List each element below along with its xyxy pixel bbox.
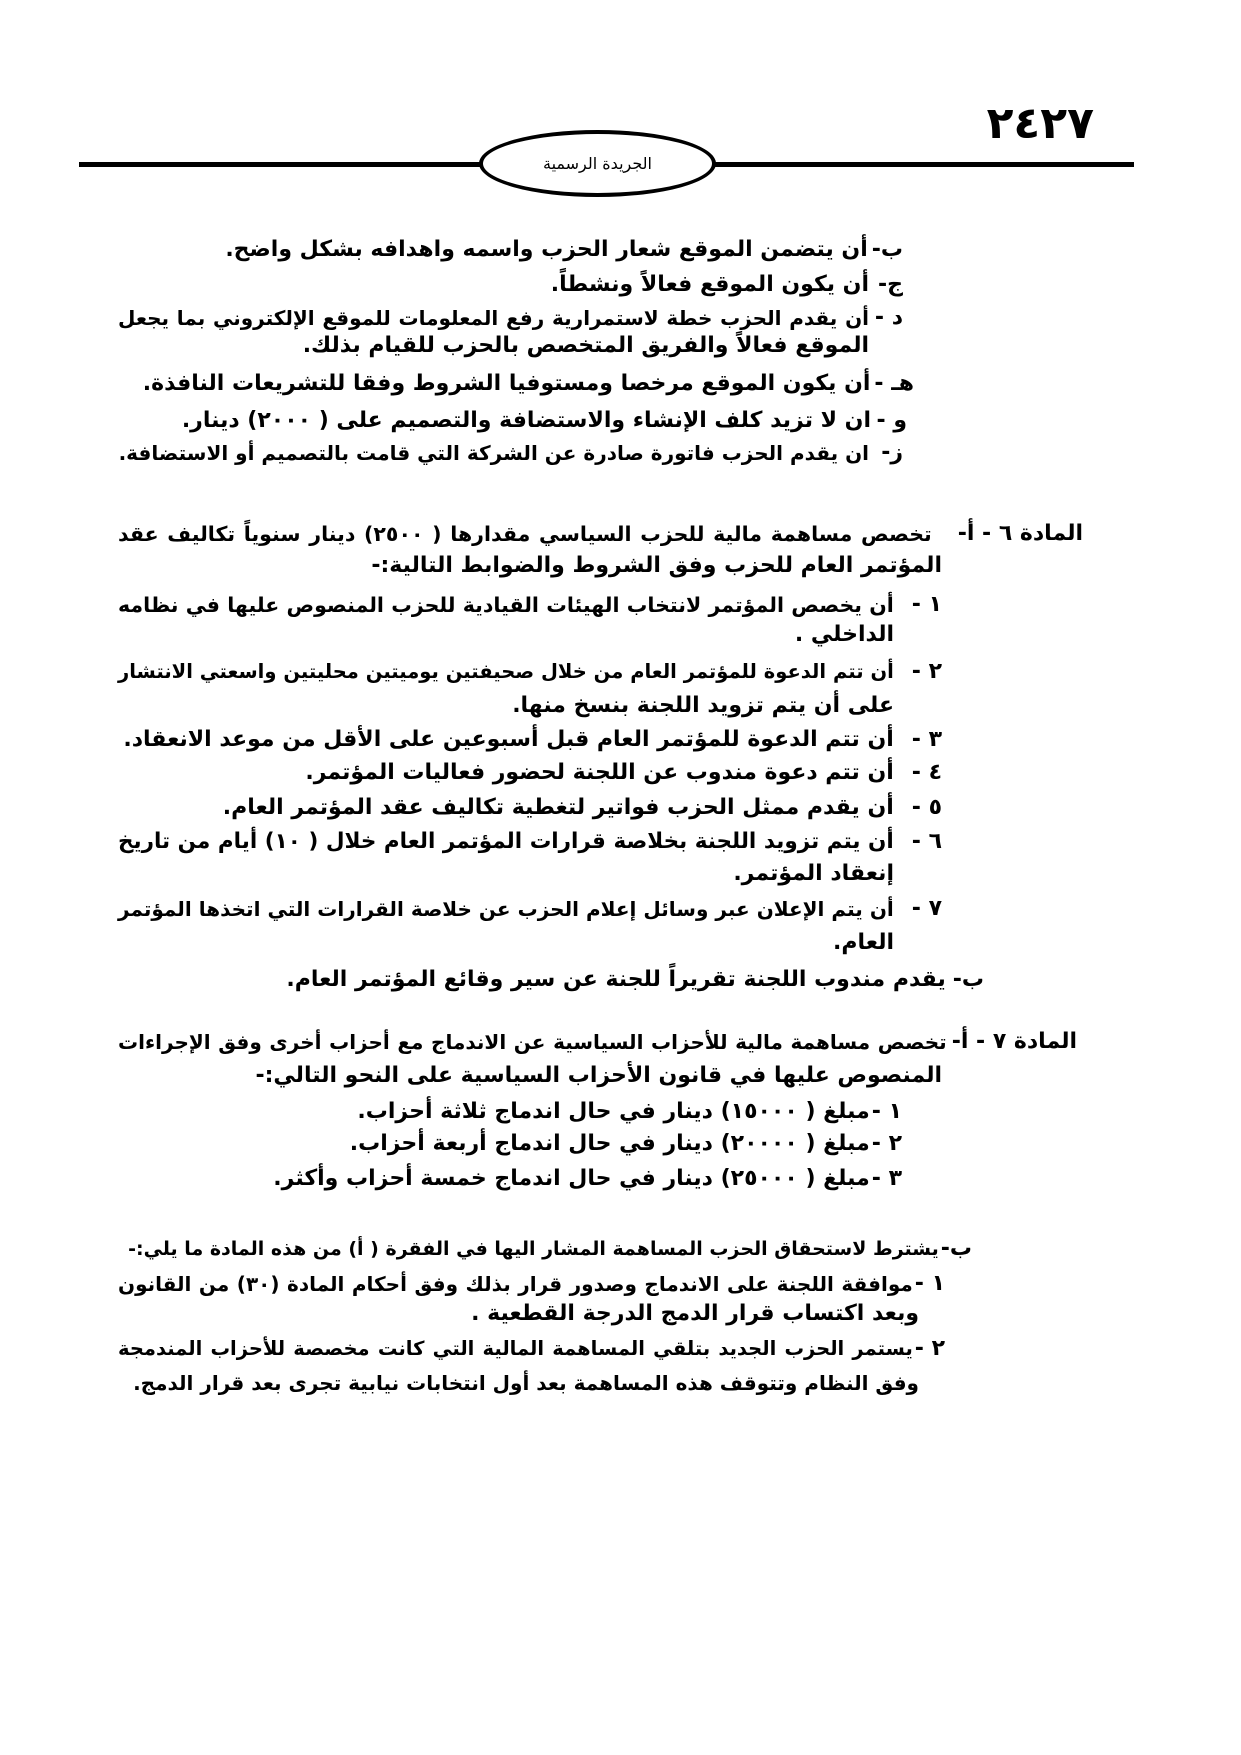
header-oval xyxy=(479,130,716,197)
item-row xyxy=(118,369,914,399)
item-row xyxy=(118,235,903,265)
article-6-item-row xyxy=(118,725,942,755)
article-6-item-continuation: الداخلي . xyxy=(794,622,894,647)
article-6-clause-b-text: يقدم مندوب اللجنة تقريراً للجنة عن سير وقائع المؤتمر العام. xyxy=(286,967,946,992)
article-6-item-row xyxy=(118,590,942,620)
item-text: أن يكون الموقع فعالاً ونشطاً. xyxy=(550,272,869,297)
article-6-item-label: ٤ - xyxy=(911,760,942,785)
item-label: ج- xyxy=(878,272,903,297)
article-6-heading-row xyxy=(118,519,1083,549)
item-text: أن يتضمن الموقع شعار الحزب واسمه واهدافه بشكل واضح. xyxy=(225,237,868,262)
article-6-heading: المادة ٦ - أ- xyxy=(957,521,1083,546)
article-6-item-continuation: إنعقاد المؤتمر. xyxy=(733,861,894,886)
article-6-item-continuation: العام. xyxy=(833,930,894,955)
article-7-item-row xyxy=(118,1129,902,1159)
article-7-clause-b-label: ب- xyxy=(940,1236,972,1261)
article-7-heading-row xyxy=(118,1027,1077,1057)
gazette-name: الجريدة الرسمية xyxy=(542,154,652,173)
item-text: ان يقدم الحزب فاتورة صادرة عن الشركة التي قامت بالتصميم أو الاستضافة. xyxy=(118,441,869,465)
article-6-item-label: ٦ - xyxy=(911,829,942,854)
article-6-item-label: ١ - xyxy=(911,592,942,617)
article-6-item-row xyxy=(118,827,942,857)
article-6-item-text: أن تتم دعوة مندوب عن اللجنة لحضور فعاليات المؤتمر. xyxy=(305,760,894,785)
article-7-clause-b-item-text: يستمر الحزب الجديد بتلقي المساهمة المالية التي كانت مخصصة للأحزاب المندمجة xyxy=(118,1337,913,1360)
item-row xyxy=(118,303,903,333)
article-7-clause-b-item-continuation: وفق النظام وتتوقف هذه المساهمة بعد أول انتخابات نيابية تجرى بعد قرار الدمج. xyxy=(133,1371,919,1395)
article-7-item-row xyxy=(118,1164,902,1194)
article-6-item-label: ٣ - xyxy=(911,727,942,752)
article-7-item-text: مبلغ ( ٢٥٠٠٠) دينار في حال اندماج خمسة أحزاب وأكثر. xyxy=(273,1166,870,1191)
article-7-item-row xyxy=(118,1097,902,1127)
article-6-item-text: أن تتم الدعوة للمؤتمر العام قبل أسبوعين على الأقل من موعد الانعقاد. xyxy=(123,727,894,752)
item-text: أن يكون الموقع مرخصا ومستوفيا الشروط وفقا للتشريعات النافذة. xyxy=(142,371,871,396)
article-7-clause-b-item-row xyxy=(118,1269,945,1299)
article-7-heading: المادة ٧ - أ- xyxy=(951,1029,1077,1054)
article-6-item-continuation: على أن يتم تزويد اللجنة بنسخ منها. xyxy=(512,693,894,718)
article-6-item-text: أن يتم تزويد اللجنة بخلاصة قرارات المؤتمر العام خلال ( ١٠) أيام من تاريخ xyxy=(118,829,894,854)
article-6-item-label: ٥ - xyxy=(911,795,942,820)
article-7-clause-b-text: يشترط لاستحقاق الحزب المساهمة المشار اليها في الفقرة ( أ) من هذه المادة ما يلي:- xyxy=(128,1238,939,1260)
article-7-item-label: ١ - xyxy=(871,1099,902,1124)
item-label: هـ - xyxy=(874,371,914,396)
article-7-intro-line: المنصوص عليها في قانون الأحزاب السياسية على النحو التالي:- xyxy=(255,1063,942,1088)
item-label: ب- xyxy=(871,237,903,262)
article-6-item-text: أن يخصص المؤتمر لانتخاب الهيئات القيادية للحزب المنصوص عليها في نظامه xyxy=(118,593,894,617)
article-6-item-row xyxy=(118,657,942,687)
item-row xyxy=(118,270,903,300)
item-text: ان لا تزيد كلف الإنشاء والاستضافة والتصميم على ( ٢٠٠٠) دينار. xyxy=(181,408,871,433)
article-7-clause-b-item-continuation: وبعد اكتساب قرار الدمج الدرجة القطعية . xyxy=(471,1301,919,1326)
article-7-intro-line: تخصص مساهمة مالية للأحزاب السياسية عن الاندماج مع أحزاب أخرى وفق الإجراءات xyxy=(118,1030,947,1054)
item-row xyxy=(118,438,903,468)
article-7-clause-b-item-label: ٢ - xyxy=(914,1336,945,1361)
page-number: ٢٤٢٧ xyxy=(986,98,1094,149)
article-6-item-text: أن يقدم ممثل الحزب فواتير لتغطية تكاليف عقد المؤتمر العام. xyxy=(222,795,894,820)
item-text-continuation: الموقع فعالاً والفريق المتخصص بالحزب للقيام بذلك. xyxy=(302,333,869,358)
article-6-intro-line: المؤتمر العام للحزب وفق الشروط والضوابط التالية:- xyxy=(371,553,942,578)
article-6-item-text: أن يتم الإعلان عبر وسائل إعلام الحزب عن خلاصة القرارات التي اتخذها المؤتمر xyxy=(118,897,894,921)
article-7-item-text: مبلغ ( ٢٠٠٠٠) دينار في حال اندماج أربعة أحزاب. xyxy=(349,1131,870,1156)
article-6-item-label: ٧ - xyxy=(911,896,942,921)
article-6-item-row xyxy=(118,793,942,823)
article-7-clause-b-item-row xyxy=(118,1334,945,1364)
article-7-clause-b-item-text: موافقة اللجنة على الاندماج وصدور قرار بذلك وفق أحكام المادة (٣٠) من القانون xyxy=(118,1272,913,1296)
article-6-clause-b-row xyxy=(118,965,984,995)
article-7-item-label: ٢ - xyxy=(871,1131,902,1156)
item-text: أن يقدم الحزب خطة لاستمرارية رفع المعلومات للموقع الإلكتروني بما يجعل xyxy=(118,306,869,330)
article-6-clause-b-label: ب- xyxy=(952,967,984,992)
item-label: و - xyxy=(876,408,907,433)
article-7-clause-b-item-label: ١ - xyxy=(914,1271,945,1296)
article-7-item-text: مبلغ ( ١٥٠٠٠) دينار في حال اندماج ثلاثة أحزاب. xyxy=(357,1099,870,1124)
item-row xyxy=(118,406,907,436)
article-6-item-text: أن تتم الدعوة للمؤتمر العام من خلال صحيفتين يوميتين محليتين واسعتي الانتشار xyxy=(118,660,894,683)
article-6-item-row xyxy=(118,758,942,788)
article-7-clause-b-row xyxy=(118,1234,972,1264)
article-6-item-label: ٢ - xyxy=(911,659,942,684)
item-label: ز- xyxy=(881,440,903,465)
article-6-intro-line: تخصص مساهمة مالية للحزب السياسي مقدارها ( ٢٥٠٠) دينار سنوياً تكاليف عقد xyxy=(118,522,932,546)
article-6-item-row xyxy=(118,894,942,924)
item-label: د - xyxy=(874,305,903,330)
article-7-item-label: ٣ - xyxy=(871,1166,902,1191)
